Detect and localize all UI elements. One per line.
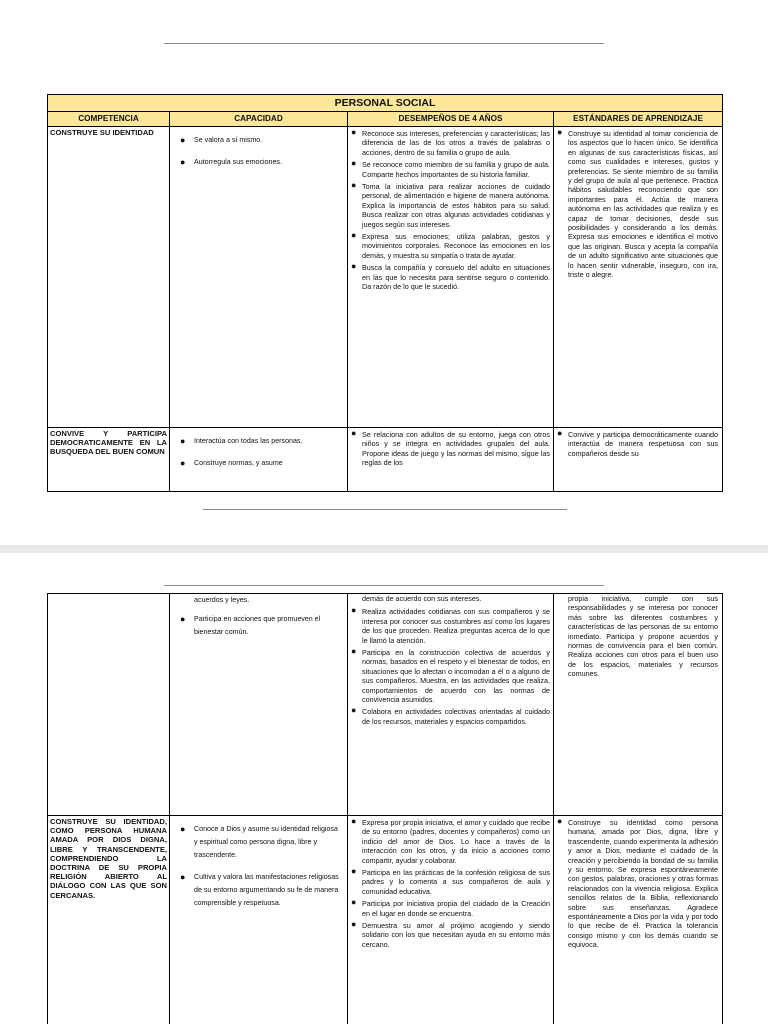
list-item: ● Interactúa con todas las personas.: [194, 435, 343, 448]
desempenos-cell: [348, 428, 554, 492]
header-capacidad: CAPACIDAD: [170, 112, 348, 127]
list-item: ● Se reconoce como miembro de su familia y grupo de aula. Comparte hechos importantes de su historia familiar.: [362, 160, 550, 179]
list-item: ● Toma la iniciativa para realizar acciones de cuidado personal, de alimentación e higiene de manera autónoma. Explica la importancia de estos hábitos para su salud. Busca realizar con otras algunas actividades cotidianas y juegos según sus intereses.: [362, 182, 550, 229]
desempenos-cell: [348, 816, 554, 1024]
list-item: ● Autorregula sus emociones.: [194, 156, 343, 169]
header-estandares: ESTÁNDARES DE APRENDIZAJE: [554, 112, 723, 127]
list-item: ● Expresa sus emociones; utiliza palabras, gestos y movimientos corporales. Reconoce las emociones en los demás, y muestra su simpatía o trata de ayudar.: [362, 232, 550, 260]
list-item: ● Se relaciona con adultos de su entorno, juega con otros niños y se integra en actividades grupales del aula. Propone ideas de juego y las normas del mismo, sigue las reglas de los: [362, 430, 550, 468]
page-bottom-rule: [203, 509, 567, 510]
header-desempenos: DESEMPEÑOS DE 4 AÑOS: [348, 112, 554, 127]
estandar-cell: [554, 816, 723, 1024]
page-top-rule: [164, 43, 604, 44]
list-item: ● Realiza actividades cotidianas con sus compañeros y se interesa por conocer sus costumbres así como los lugares de los que proceden. Realiza preguntas acerca de lo que le llamó la atención.: [362, 607, 550, 645]
table-row: [48, 127, 723, 428]
competencia-cell: CONSTRUYE SU IDENTIDAD: [48, 127, 170, 428]
competencia-cell: CONSTRUYE SU IDENTIDAD, COMO PERSONA HUMANA AMADA POR DIOS DIGNA, LIBRE Y TRANSCENDENTE, COMPRENDIENDO LA DOCTRINA DE SU PROPIA RELIGIÓN ABIERTO AL DIÁLOGO CON LAS QUE SON CERCANAS.: [48, 816, 170, 1024]
list-item: ● Se valora a sí mismo.: [194, 134, 343, 147]
table-title: PERSONAL SOCIAL: [48, 95, 723, 112]
list-item: ● Cultiva y valora las manifestaciones religiosas de su entorno argumentando su fe de manera comprensible y respetuosa.: [194, 871, 343, 910]
list-item: ● Construye su identidad al tomar conciencia de los aspectos que lo hacen único. Se identifica en algunas de sus características físicas, así como sus cualidades e intereses, gustos y preferencias. Se siente miembro de su familia y del grupo de aula al que pertenece. Practica hábitos saludables reconociendo que son importantes para él. Actúa de manera autónoma en las actividades que realiza y es capaz de tomar decisiones, desde sus posibilidades y considerando a los demás. Expresa sus emociones e identifica el motivo que las originan. Busca y acepta la compañía de un adulto significativo ante situaciones que lo hacen sentir vulnerable, inseguro, con ira, triste o alegre.: [568, 129, 718, 280]
competencia-cell: [48, 594, 170, 816]
document-page-2: [0, 553, 768, 1024]
list-item: ● Conoce a Dios y asume su identidad religiosa y espiritual como persona digna, libre y trascendente.: [194, 823, 343, 862]
list-item: ● Participa en acciones que promueven el bienestar común.: [194, 613, 343, 639]
list-item: ● Busca la compañía y consuelo del adulto en situaciones en las que lo necesita para sentirse seguro o contenido. Da razón de lo que le sucedió.: [362, 263, 550, 291]
competencia-cell: CONVIVE Y PARTICIPA DEMOCRATICAMENTE EN LA BUSQUEDA DEL BUEN COMUN: [48, 428, 170, 492]
list-item: ● Colabora en actividades colectivas orientadas al cuidado de los recursos, materiales y espacios compartidos.: [362, 707, 550, 726]
desempenos-cell: [348, 127, 554, 428]
competencias-table: [47, 94, 723, 492]
header-competencia: COMPETENCIA: [48, 112, 170, 127]
capacidad-continued-text: acuerdos y leyes.: [194, 596, 250, 604]
list-item: ● Reconoce sus intereses, preferencias y características; las diferencia de las de los otros a través de palabras o acciones, dentro de su familia o grupo de aula.: [362, 129, 550, 157]
capacidad-cell: [170, 428, 348, 492]
table-row: [48, 594, 723, 816]
table-row: [48, 428, 723, 492]
list-item: ● Demuestra su amor al prójimo acogiendo y siendo solidario con los que necesitan ayuda en su entorno más cercano.: [362, 921, 550, 949]
competencias-table-continued: [47, 593, 723, 1024]
table-row: [48, 816, 723, 1024]
list-item: ● Convive y participa democráticamente cuando interactúa de manera respetuosa con sus compañeros desde su: [568, 430, 718, 458]
list-item: ● Participa por iniciativa propia del cuidado de la Creación en el lugar en donde se encuentra.: [362, 899, 550, 918]
list-item: ● Construye su identidad como persona humana, amada por Dios, digna, libre y trascendente, cuando experimenta la adhesión y amor a Dios, mediante el cuidado de la creación y percibiendo la bondad de su familia y su entorno. Se expresa espontáneamente con gestos, palabras, oraciones y otras formas relacionados con la vivencia religiosa. Explica sencillos relatos de la Biblia, reflexionando sobre sus enseñanzas. Agradece espontáneamente a Dios por la vida y por todo lo que recibe de él. Practica la tolerancia consigo mismo y con los demás cuando se equivoca.: [568, 818, 718, 950]
list-item: ● Participa en las prácticas de la confesión religiosa de sus padres y lo comenta a sus compañeros de aula y comunidad educativa.: [362, 868, 550, 896]
desempenos-cell: [348, 594, 554, 816]
capacidad-cell: [170, 816, 348, 1024]
desempeno-continued-text: demás de acuerdo con sus intereses.: [362, 594, 482, 603]
list-item: ● Construye normas, y asume: [194, 457, 343, 470]
capacidad-cell: [170, 127, 348, 428]
capacidad-cell: [170, 594, 348, 816]
list-item: ● Participa en la construcción colectiva de acuerdos y normas, basados en el respeto y el bienestar de todos, en situaciones que lo afectan o incomodan a él o a alguno de sus compañeros. Muestra, en las actividades que realiza, comportamientos de acuerdo con las normas de convivencia asumidos.: [362, 648, 550, 704]
estandar-cell: [554, 428, 723, 492]
list-item: ● Expresa por propia iniciativa, el amor y cuidado que recibe de su entorno (padres, docentes y compañeros) como un indicio del amor de Dios. Lo hace a través de la interacción con los otros, y da inicio a acciones como compartir, ayudar y colaborar.: [362, 818, 550, 865]
estandar-cell: [554, 127, 723, 428]
estandar-cell: propia iniciativa, cumple con sus responsabilidades y se interesa por conocer más sobre las diferentes costumbres y características de las personas de su entorno inmediato. Participa y propone acuerdos y normas de convivencia para el bien común. Realiza acciones con otros para el buen uso de los espacios, materiales y recursos comunes.: [554, 594, 723, 816]
page-top-rule: [164, 585, 604, 586]
